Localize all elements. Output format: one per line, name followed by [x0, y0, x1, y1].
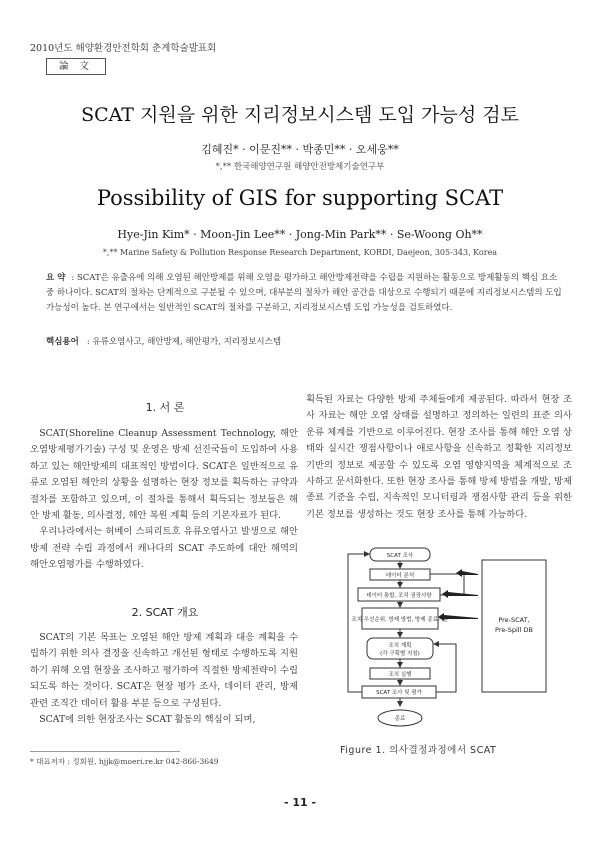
paper-title-korean: SCAT 지원을 위한 지리정보시스템 도입 가능성 검토 [81, 104, 519, 126]
side-box-text-2: Pre-Spill DB [495, 626, 533, 634]
section-2-title: 2. SCAT 개요 [131, 606, 199, 619]
section-2-paragraph-1: SCAT의 기본 목표는 오염된 해안 방제 계획과 대응 계획을 수립하기 위한 의사 결정을 신속하고 개선된 형태로 수행하도록 지원하기 위해 오염 현장을 조사하고 평가하여 직절한 방제전략이 수립되도록 하는 것이다. SCAT은 현장 평가 조사, 데이터 관리, 방제 관련 조직간 데이터 활용 부분 등으로 구성된다. [30, 632, 298, 709]
flow-text-7: 조치 실행 [388, 672, 412, 678]
paper-title-english: Possibility of GIS for supporting SCAT [96, 186, 504, 210]
affiliation-english: *,** Marine Safety & Pollution Response Research Department, KORDI, Daejeon, 305-343, Korea [102, 248, 498, 257]
article-type-tag: 論 文 [46, 58, 106, 75]
flow-text-5: 조치 계획 [388, 643, 412, 649]
conference-header: 2010년도 해양환경안전학회 춘계학술발표회 [30, 43, 217, 54]
section-1-paragraph-1: SCAT(Shoreline Cleanup Assessment Technology, 해안오염방제평가기술) 구성 및 운영은 방제 선진국들이 도입하여 사용하고 있는 해안방제의 대표적인 방법이다. SCAT은 일반적으로 유류로 오염된 해안의 상황을 설명하는 현장 정보를 획득하는 규약과 절차를 포함하고 있으며, 이 절차를 통해서 획득되는 정보들은 해안 방제 활동, 의사결정, 해안 복원 계획 등의 기본자료가 된다. [30, 428, 298, 522]
right-column-body [306, 392, 572, 523]
authors-korean: 김혜진* · 이문진** · 박종민** · 오세웅** [201, 143, 399, 156]
section-1-paragraph-2: 우리나라에서는 허베이 스피리트호 유류오염사고 발생으로 해안방제 전략 수립 과정에서 캐나다의 SCAT 주도하에 대안 해역의 해안오염평가를 수행하였다. [30, 526, 298, 571]
flow-text-2: 데이터 분석 [385, 573, 415, 579]
abstract-label: 요 약 [46, 273, 66, 283]
footnote: * 대표저자 : 정회원, hjjk@moeri.re.kr 042-866-3649 [30, 757, 219, 766]
section-1-body [30, 426, 298, 574]
section-1-title: 1. 서 론 [145, 401, 185, 414]
footnote-divider [30, 751, 180, 752]
figure-caption: Figure 1. 의사결정과정에서 SCAT [340, 745, 497, 756]
flow-text-9: 종료 [394, 716, 406, 722]
section-2-paragraph-2: SCAT에 의한 현장조사는 SCAT 활동의 핵심이 되며, [39, 714, 256, 726]
scat-flowchart [330, 540, 570, 735]
keywords-text: : 유류오염사고, 해안방제, 해안평가, 지리정보시스템 [86, 337, 282, 347]
keywords [46, 335, 281, 347]
flow-text-1: SCAT 조사 [386, 553, 414, 559]
page-number: - 11 - [283, 796, 317, 809]
flow-text-3: 데이터 통합, 조치 권장사항 [366, 593, 432, 599]
flow-text-8: SCAT 조사 및 평가 [376, 690, 422, 696]
abstract-text: : SCAT은 유출유에 의해 오염된 해안방제를 위해 오염을 평가하고 해안방제전략을 수립을 지원하는 활동으로 방제활동의 핵심 요소 중 하나이다. SCAT의 절차는 단계적으로 구분될 수 있으며, 대부분의 절차가 해안 공간을 대상으로 수행되기 때문에 지리정보시스템의 도입 가능성이 높다. 본 연구에서는 일반적인 SCAT의 절차를 구분하고, 지리정보시스템 도입 가능성을 검토하였다. [46, 273, 562, 313]
keywords-label: 핵심용어 [46, 337, 79, 347]
affiliation-korean: *,** 한국해양연구원 해양안전방제기술연구부 [215, 162, 385, 172]
flow-text-6: (각 구획별 지침) [380, 651, 420, 657]
flow-text-4: 조치 우선순위, 방제 방법, 방제 종료기준 [351, 617, 449, 623]
side-box-text-1: Pre-SCAT, [498, 616, 530, 624]
authors-english: Hye-Jin Kim* · Moon-Jin Lee** · Jong-Min Park** · Se-Woong Oh** [117, 228, 483, 241]
abstract [46, 271, 566, 316]
section-2-body [30, 630, 298, 728]
right-column-paragraph-1: 획득된 자료는 다양한 방제 주체들에게 제공된다. 따라서 현장 조사 자료는 해안 오염 상태를 설명하고 정의하는 일련의 표준 의사운류 체계를 기반으로 이루어진다. 현장 조사를 통해 해안 오염 상태와 실시간 쟁점사항이나 애로사항을 신속하고 정확한 지리정보 기반의 정보로 제공할 수 있도록 오염 영향지역을 체계적으로 조사하고 문서화한다. 또한 현장 조사를 통해 방제 방법을 개발, 방제 종료 기준을 수립, 지속적인 모니터링과 쟁점사항 관리 등을 위한 기본 정보를 생성하는 것도 현장 조사를 통해 가능하다. [306, 394, 573, 520]
